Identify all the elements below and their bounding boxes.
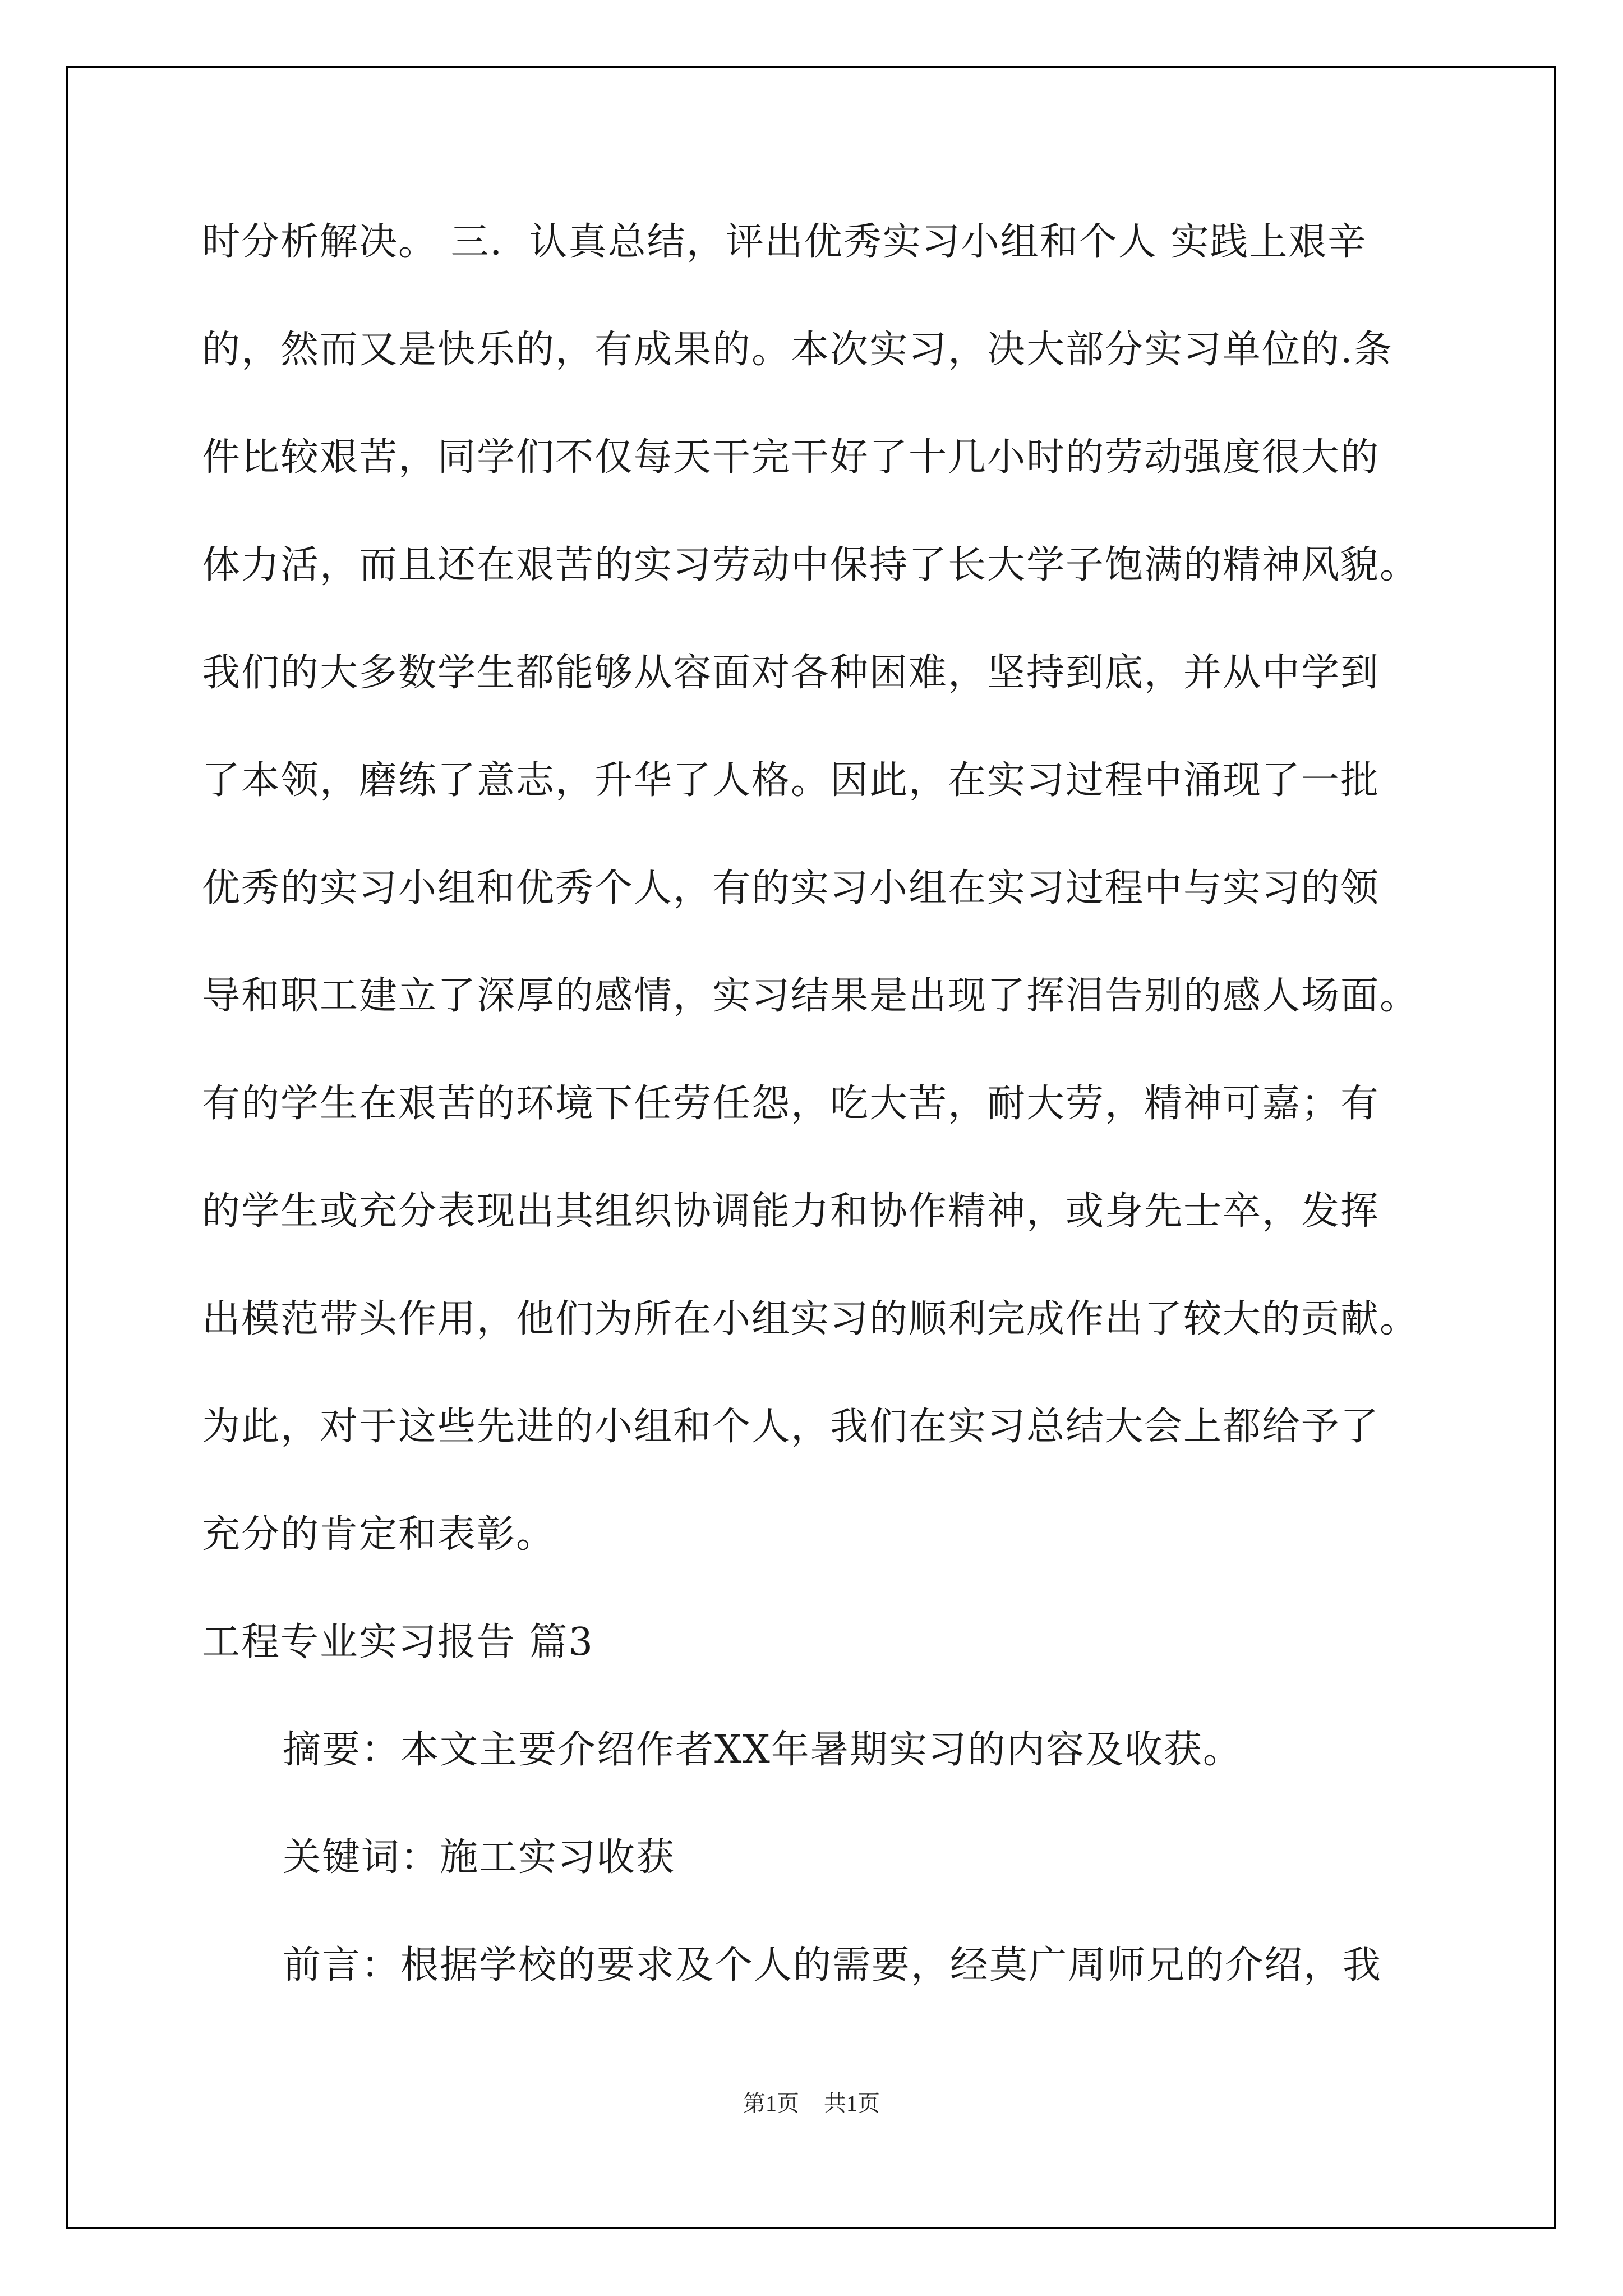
paragraph-line: 的，然而又是快乐的，有成果的。本次实习，决大部分实习单位的.条 bbox=[202, 328, 1393, 372]
paragraph-line: 时分析解决。 三．认真总结，评出优秀实习小组和个人 实践上艰辛 bbox=[202, 220, 1367, 264]
paragraph-line: 为此，对于这些先进的小组和个人，我们在实习总结大会上都给予了 bbox=[202, 1405, 1380, 1449]
page-number: 第1页 bbox=[743, 2091, 799, 2116]
section-heading: 工程专业实习报告 篇3 bbox=[202, 1620, 594, 1664]
paragraph-line: 件比较艰苦，同学们不仅每天干完干好了十几小时的劳动强度很大的 bbox=[202, 435, 1380, 480]
page-footer bbox=[0, 2086, 1623, 2118]
keywords-line: 关键词：施工实习收获 bbox=[283, 1835, 676, 1880]
paragraph-line: 充分的肯定和表彰。 bbox=[202, 1512, 556, 1557]
paragraph-line: 了本领，磨练了意志，升华了人格。因此，在实习过程中涌现了一批 bbox=[202, 758, 1380, 803]
preface-line: 前言：根据学校的要求及个人的需要，经莫广周师兄的介绍，我 bbox=[283, 1943, 1382, 1987]
paragraph-line: 我们的大多数学生都能够从容面对各种困难，坚持到底，并从中学到 bbox=[202, 651, 1380, 695]
paragraph-line: 优秀的实习小组和优秀个人，有的实习小组在实习过程中与实习的领 bbox=[202, 866, 1380, 910]
paragraph-line: 的学生或充分表现出其组织协调能力和协作精神，或身先士卒，发挥 bbox=[202, 1189, 1380, 1234]
paragraph-line: 体力活，而且还在艰苦的实习劳动中保持了长大学子饱满的精神风貌。 bbox=[202, 543, 1419, 587]
page-total: 共1页 bbox=[824, 2091, 880, 2116]
abstract-line: 摘要：本文主要介绍作者XX年暑期实习的内容及收获。 bbox=[283, 1728, 1242, 1772]
document-body bbox=[202, 215, 1441, 2046]
paragraph-line: 出模范带头作用，他们为所在小组实习的顺利完成作出了较大的贡献。 bbox=[202, 1297, 1419, 1341]
paragraph-line: 有的学生在艰苦的环境下任劳任怨，吃大苦，耐大劳，精神可嘉；有 bbox=[202, 1082, 1380, 1126]
paragraph-line: 导和职工建立了深厚的感情，实习结果是出现了挥泪告别的感人场面。 bbox=[202, 974, 1419, 1018]
